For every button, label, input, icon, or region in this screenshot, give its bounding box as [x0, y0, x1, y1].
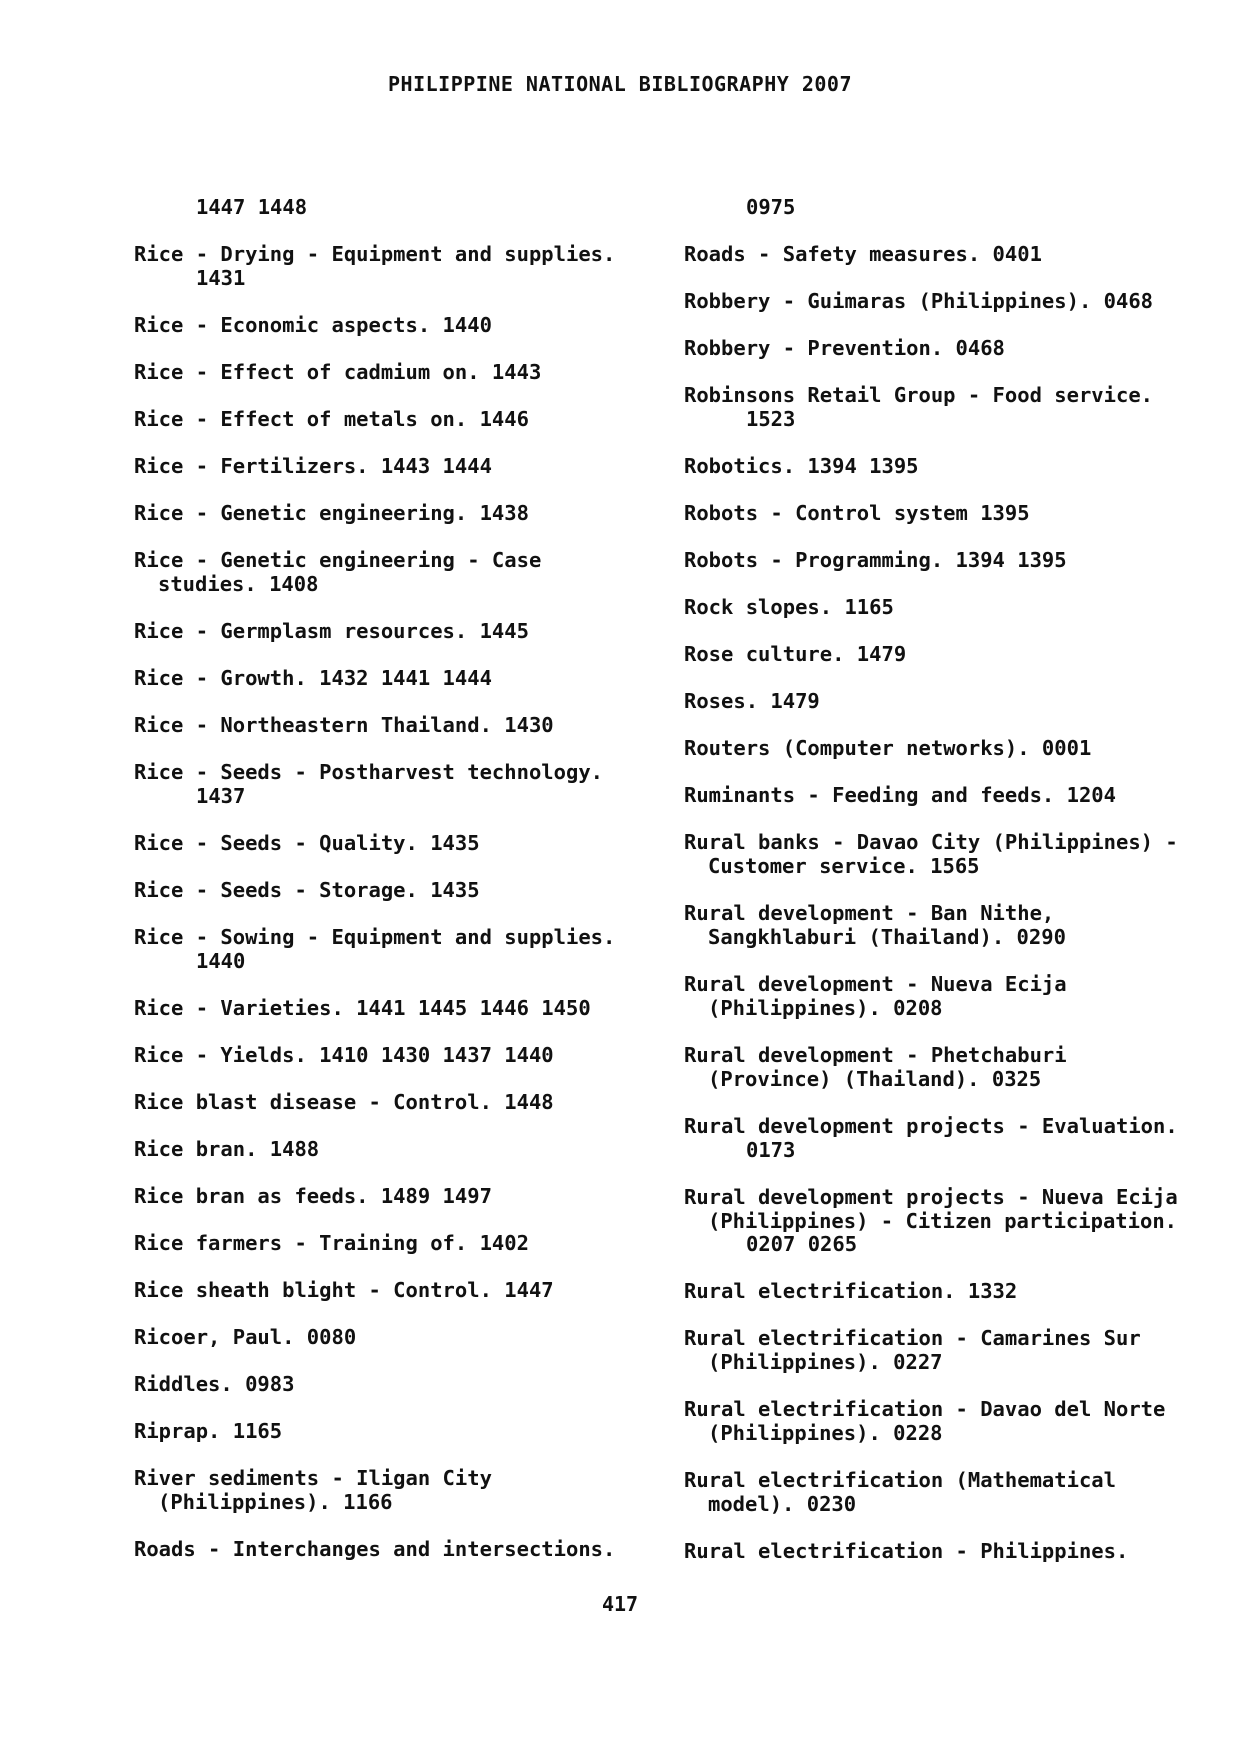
entry-heading: Ruminants - Feeding and feeds. 1204: [684, 783, 1116, 807]
entry-continuation: (Philippines). 0208: [708, 995, 943, 1020]
index-entry: [134, 879, 674, 926]
index-entry: [134, 408, 674, 455]
index-entry: [134, 243, 674, 314]
index-entry: [684, 243, 1224, 290]
entry-heading: Rural electrification - Philippines.: [684, 1539, 1129, 1563]
entry-heading: Rural electrification - Davao del Norte: [684, 1397, 1166, 1421]
entry-continuation: 1437: [196, 783, 246, 808]
index-entry: [684, 596, 1224, 643]
entry-heading: Rice - Seeds - Quality. 1435: [134, 831, 480, 855]
entry-heading: Rural development - Nueva Ecija: [684, 972, 1067, 996]
index-entry: [684, 784, 1224, 831]
entry-heading: Rice sheath blight - Control. 1447: [134, 1278, 554, 1302]
index-entry: [134, 1185, 674, 1232]
entry-continuation: 1523: [746, 406, 796, 431]
index-entry: [134, 1326, 674, 1373]
left-column: [134, 196, 674, 1585]
entry-heading: Robotics. 1394 1395: [684, 454, 919, 478]
entry-continuation: 0173: [746, 1137, 796, 1162]
index-entry: [684, 1398, 1224, 1469]
index-entry: [684, 1115, 1224, 1186]
index-entry: [684, 1540, 1224, 1587]
index-entry: [684, 502, 1224, 549]
index-entry: [684, 1044, 1224, 1115]
entry-heading: Robbery - Guimaras (Philippines). 0468: [684, 289, 1153, 313]
entry-heading: Rice - Germplasm resources. 1445: [134, 619, 529, 643]
entry-continuation: Customer service. 1565: [708, 853, 980, 878]
entry-heading: Rural electrification. 1332: [684, 1279, 1018, 1303]
entry-heading: Rice farmers - Training of. 1402: [134, 1231, 529, 1255]
entry-continuation: (Philippines). 0227: [708, 1349, 943, 1374]
index-entry: [684, 737, 1224, 784]
entry-heading: Rice - Drying - Equipment and supplies.: [134, 242, 616, 266]
entry-heading: Rice - Sowing - Equipment and supplies.: [134, 925, 616, 949]
index-entry: [134, 761, 674, 832]
index-entry: [684, 643, 1224, 690]
entry-continuation: 0207 0265: [746, 1232, 858, 1256]
index-entry: [684, 831, 1224, 902]
index-entry: [684, 1186, 1224, 1280]
continued-entry-numbers: 1447 1448: [196, 195, 308, 219]
entry-continuation: 1431: [196, 265, 246, 290]
index-entry: [134, 997, 674, 1044]
entry-heading: Rice - Seeds - Storage. 1435: [134, 878, 480, 902]
entry-heading: Rice - Yields. 1410 1430 1437 1440: [134, 1043, 554, 1067]
entry-heading: Rose culture. 1479: [684, 642, 907, 666]
entry-heading: Rice - Growth. 1432 1441 1444: [134, 666, 492, 690]
entry-heading: Roses. 1479: [684, 689, 820, 713]
entry-heading: Robots - Control system 1395: [684, 501, 1030, 525]
right-column: [684, 196, 1224, 1587]
entry-heading: Rice - Effect of metals on. 1446: [134, 407, 529, 431]
index-entry: [134, 455, 674, 502]
entry-heading: Rice - Genetic engineering. 1438: [134, 501, 529, 525]
entry-heading: Rural development - Ban Nithe,: [684, 901, 1055, 925]
entry-heading: Roads - Interchanges and intersections.: [134, 1537, 616, 1561]
index-entry: [684, 690, 1224, 737]
index-entry: [684, 973, 1224, 1044]
index-entry: [134, 667, 674, 714]
entry-heading: Robots - Programming. 1394 1395: [684, 548, 1067, 572]
entry-continuation: studies. 1408: [158, 571, 319, 596]
index-entry: [684, 1469, 1224, 1540]
entry-heading: Rice - Varieties. 1441 1445 1446 1450: [134, 996, 591, 1020]
index-entry: [134, 1279, 674, 1326]
entry-continuation: (Philippines). 0228: [708, 1420, 943, 1445]
entry-continuation: (Philippines). 1166: [158, 1489, 393, 1514]
entry-continuation: (Province) (Thailand). 0325: [708, 1066, 1042, 1091]
entry-continuation: (Philippines) - Citizen participation.: [708, 1208, 1177, 1233]
entry-heading: Rice - Northeastern Thailand. 1430: [134, 713, 554, 737]
index-entry: [684, 384, 1224, 455]
index-entry: [134, 314, 674, 361]
entry-heading: Ricoer, Paul. 0080: [134, 1325, 357, 1349]
entry-heading: River sediments - Iligan City: [134, 1466, 492, 1490]
entry-heading: Rural development projects - Evaluation.: [684, 1114, 1178, 1138]
entry-heading: Rice - Effect of cadmium on. 1443: [134, 360, 542, 384]
entry-heading: Rural electrification - Camarines Sur: [684, 1326, 1141, 1350]
entry-heading: Routers (Computer networks). 0001: [684, 736, 1092, 760]
index-entry: [684, 290, 1224, 337]
entry-heading: Rural development projects - Nueva Ecija: [684, 1185, 1178, 1209]
index-entry: [134, 620, 674, 667]
index-entry: [134, 549, 674, 620]
entry-heading: Robbery - Prevention. 0468: [684, 336, 1005, 360]
index-entry: [134, 361, 674, 408]
index-entry: [134, 1232, 674, 1279]
entry-heading: Robinsons Retail Group - Food service.: [684, 383, 1153, 407]
entry-continuation: 1440: [196, 948, 246, 973]
index-entry: [134, 714, 674, 761]
index-entry: [134, 1373, 674, 1420]
page-header: PHILIPPINE NATIONAL BIBLIOGRAPHY 2007: [387, 72, 853, 96]
index-entry: [684, 337, 1224, 384]
index-entry: [134, 1538, 674, 1585]
index-entry: [684, 1327, 1224, 1398]
entry-continuation: model). 0230: [708, 1491, 857, 1516]
entry-heading: Rice blast disease - Control. 1448: [134, 1090, 554, 1114]
entry-heading: Riddles. 0983: [134, 1372, 295, 1396]
entry-heading: Riprap. 1165: [134, 1419, 283, 1443]
entry-heading: Rural development - Phetchaburi: [684, 1043, 1067, 1067]
entry-heading: Rice - Genetic engineering - Case: [134, 548, 542, 572]
index-entry: [134, 1420, 674, 1467]
index-entry: [684, 549, 1224, 596]
index-entry: [134, 926, 674, 997]
index-entry: [134, 502, 674, 549]
entry-heading: Rice bran as feeds. 1489 1497: [134, 1184, 492, 1208]
entry-continuation: Sangkhlaburi (Thailand). 0290: [708, 924, 1066, 949]
index-entry: [684, 1280, 1224, 1327]
index-entry: [134, 1091, 674, 1138]
page-number: 417: [601, 1592, 639, 1616]
entry-heading: Roads - Safety measures. 0401: [684, 242, 1042, 266]
entry-heading: Rural banks - Davao City (Philippines) -: [684, 830, 1178, 854]
index-entry: [134, 1467, 674, 1538]
index-entry: [134, 832, 674, 879]
continued-entry-numbers: 0975: [746, 195, 796, 219]
entry-heading: Rice bran. 1488: [134, 1137, 320, 1161]
index-entry: [134, 1044, 674, 1091]
index-entry: [134, 1138, 674, 1185]
entry-heading: Rural electrification (Mathematical: [684, 1468, 1116, 1492]
entry-heading: Rock slopes. 1165: [684, 595, 894, 619]
index-entry: [684, 455, 1224, 502]
entry-heading: Rice - Fertilizers. 1443 1444: [134, 454, 492, 478]
index-entry: [684, 902, 1224, 973]
entry-heading: Rice - Economic aspects. 1440: [134, 313, 492, 337]
entry-heading: Rice - Seeds - Postharvest technology.: [134, 760, 603, 784]
